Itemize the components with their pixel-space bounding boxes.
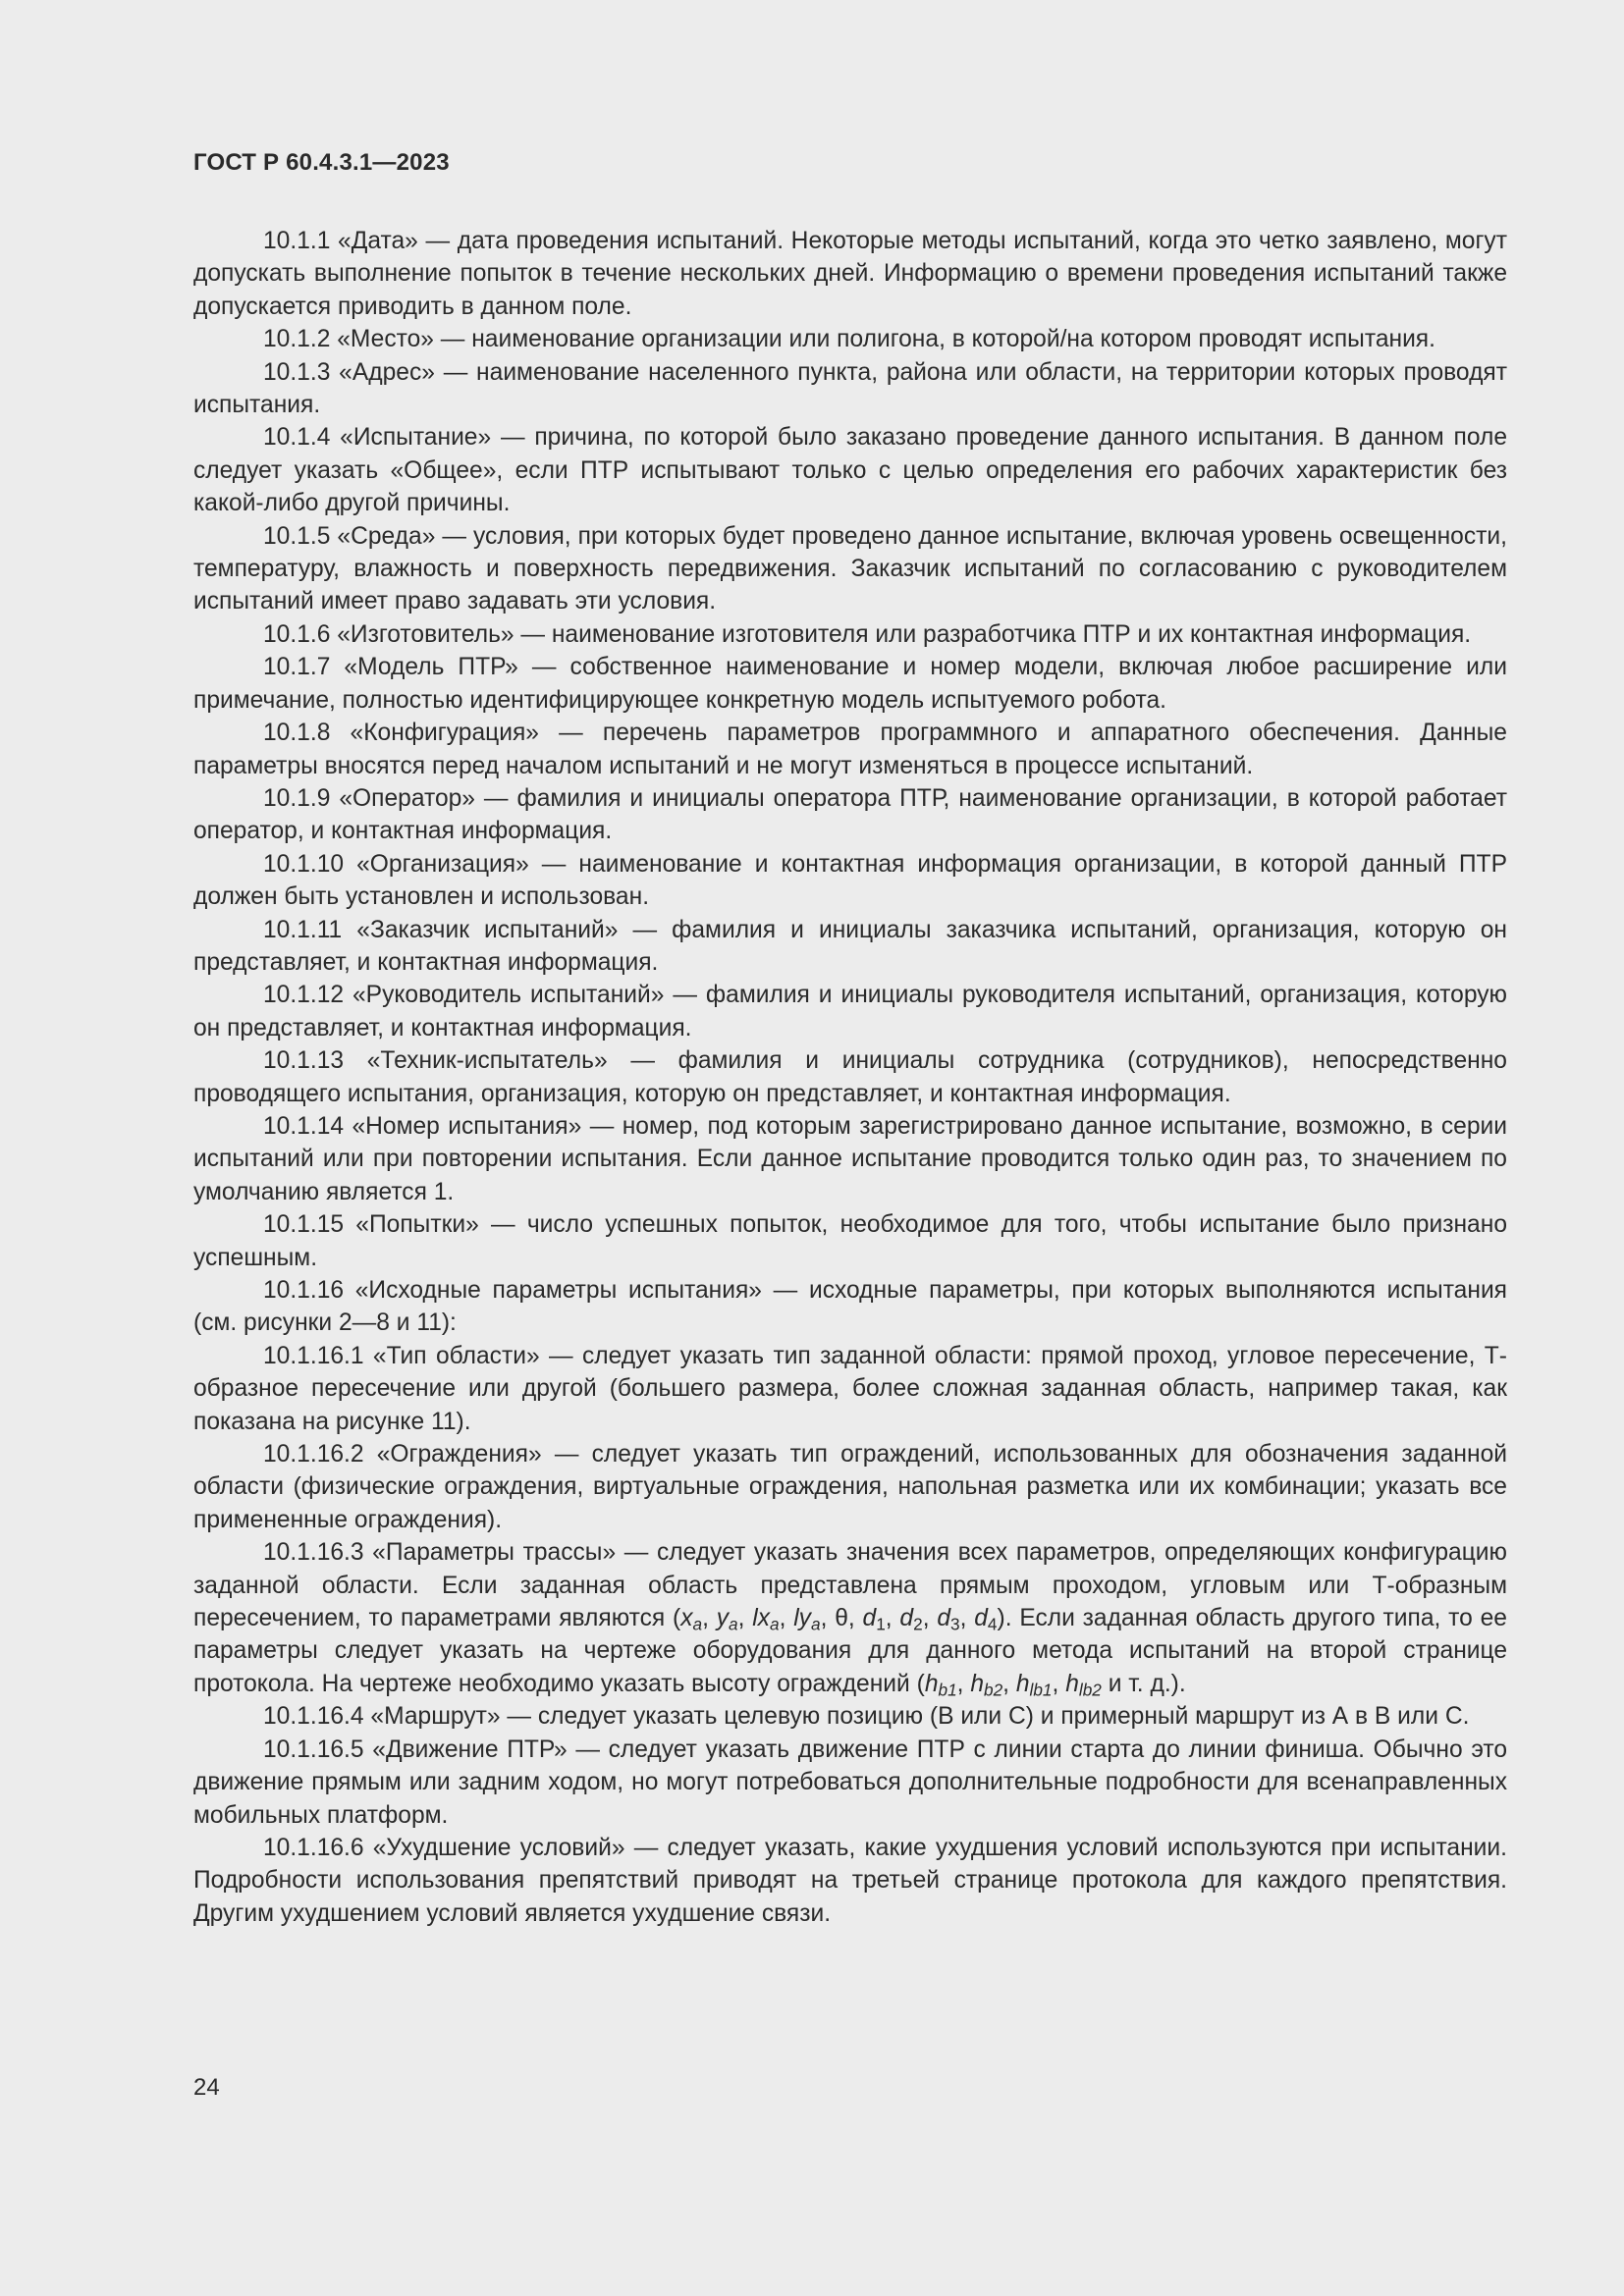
paragraph-10-1-16-4: 10.1.16.4 «Маршрут» — следует указать целевую позицию (В или С) и примерный маршрут из А в В или С. [263,1703,1470,1731]
paragraph-10-1-16: 10.1.16 «Исходные параметры испытания» — исходные параметры, при которых выполняются испытания (см. рисунки 2—8 и 11): [193,1277,1507,1337]
paragraph-10-1-13: 10.1.13 «Техник-испытатель» — фамилия и инициалы сотрудника (сотрудников), непосредственно проводящего испытания, организация, которую он представляет, и контактная информация. [193,1047,1507,1107]
p3-intro: 10.1.16.3 «Параметры трассы» — следует указать значения всех параметров, определяющих конфигурацию заданной области. Если заданная область представлена прямым проходом, угловым или Т-образным пересечением, то параметрами являются ( [193,1539,1507,1632]
paragraph-10-1-16-2: 10.1.16.2 «Ограждения» — следует указать тип ограждений, использованных для обозначения заданной области (физические ограждения, виртуальные ограждения, напольная разметка или их комбинации; указать все примененные ограждения). [193,1441,1507,1533]
paragraph-10-1-1: 10.1.1 «Дата» — дата проведения испытаний. Некоторые методы испытаний, когда это четко заявлено, могут допускать выполнение попыток в течение нескольких дней. Информацию о времени проведения испытаний также допускается приводить в данном поле. [193,228,1507,320]
paragraph-10-1-4: 10.1.4 «Испытание» — причина, по которой было заказано проведение данного испытания. В данном поле следует указать «Общее», если ПТР испытывают только с целью определения его рабочих характеристик без какой-либо другой причины. [193,424,1507,517]
paragraph-10-1-16-3: 10.1.16.3 «Параметры трассы» — следует указать значения всех параметров, определяющих конфигурацию заданной области. Если заданная область представлена прямым проходом, угловым или Т-образным пересечением, то параметрами являются ($x_a$, $y_a$, $lx_a$, $ly_a$, θ, $d_1$, $d_2$, $d_3$, $d_4$). Если заданная область другого типа, то ее параметры следует указать на чертеже оборудования для данного метода испытаний на второй странице протокола. На чертеже необходимо указать высоту ограждений ($h_{b1}$, $h_{b2}$, $h_{lb1}$, $h_{lb2}$ и т. д.). [193,1539,1507,1700]
paragraph-10-1-8: 10.1.8 «Конфигурация» — перечень параметров программного и аппаратного обеспечения. Данные параметры вносятся перед началом испытаний и не могут изменяться в процессе испытаний. [193,720,1507,779]
paragraph-10-1-10: 10.1.10 «Организация» — наименование и контактная информация организации, в которой данный ПТР должен быть установлен и использован. [193,850,1507,911]
paragraph-10-1-16-6: 10.1.16.6 «Ухудшение условий» — следует указать, какие ухудшения условий используются при испытании. Подробности использования препятствий приводят на третьей странице протокола для каждого препятствия. Другим ухудшением условий является ухудшение связи. [193,1834,1507,1927]
paragraph-10-1-6: 10.1.6 «Изготовитель» — наименование изготовителя или разработчика ПТР и их контактная информация. [263,620,1472,648]
p3-end: и т. д.). [1101,1670,1186,1697]
paragraph-10-1-12: 10.1.12 «Руководитель испытаний» — фамилия и инициалы руководителя испытаний, организация, которую он представляет, и контактная информация. [193,982,1507,1041]
page-number: 24 [193,2074,220,2101]
paragraph-10-1-15: 10.1.15 «Попытки» — число успешных попыток, необходимое для того, чтобы испытание было признано успешным. [193,1211,1507,1271]
paragraph-10-1-5: 10.1.5 «Среда» — условия, при которых будет проведено данное испытание, включая уровень освещенности, температуру, влажность и поверхность передвижения. Заказчик испытаний по согласованию с руководителем испытаний имеет право задавать эти условия. [193,522,1507,615]
paragraph-10-1-2: 10.1.2 «Место» — наименование организации или полигона, в которой/на котором проводят испытания. [263,326,1435,353]
paragraph-10-1-3: 10.1.3 «Адрес» — наименование населенного пункта, района или области, на территории которых проводят испытания. [193,358,1507,419]
document-body [193,225,1507,1930]
paragraph-10-1-16-1: 10.1.16.1 «Тип области» — следует указать тип заданной области: прямой проход, угловое пересечение, Т-образное пересечение или другой (большего размера, более сложная заданная область, например такая, как показана на рисунке 11). [193,1342,1507,1435]
paragraph-10-1-7: 10.1.7 «Модель ПТР» — собственное наименование и номер модели, включая любое расширение или примечание, полностью идентифицирующее конкретную модель испытуемого робота. [193,654,1507,714]
paragraph-10-1-16-5: 10.1.16.5 «Движение ПТР» — следует указать движение ПТР с линии старта до линии финиша. Обычно это движение прямым или задним ходом, но могут потребоваться дополнительные подробности для всенаправленных мобильных платформ. [193,1735,1507,1829]
document-header: ГОСТ Р 60.4.3.1—2023 [193,149,450,176]
p3-mid: ). Если заданная область другого типа, то ее параметры следует указать на чертеже оборудования для данного метода испытаний на второй странице протокола. На чертеже необходимо указать высоту ограждений ( [193,1605,1507,1697]
paragraph-10-1-9: 10.1.9 «Оператор» — фамилия и инициалы оператора ПТР, наименование организации, в которой работает оператор, и контактная информация. [193,784,1507,845]
paragraph-10-1-11: 10.1.11 «Заказчик испытаний» — фамилия и инициалы заказчика испытаний, организация, которую он представляет, и контактная информация. [193,916,1507,976]
paragraph-10-1-14: 10.1.14 «Номер испытания» — номер, под которым зарегистрировано данное испытание, возможно, в серии испытаний или при повторении испытания. Если данное испытание проводится только один раз, то значением по умолчанию является 1. [193,1112,1507,1205]
